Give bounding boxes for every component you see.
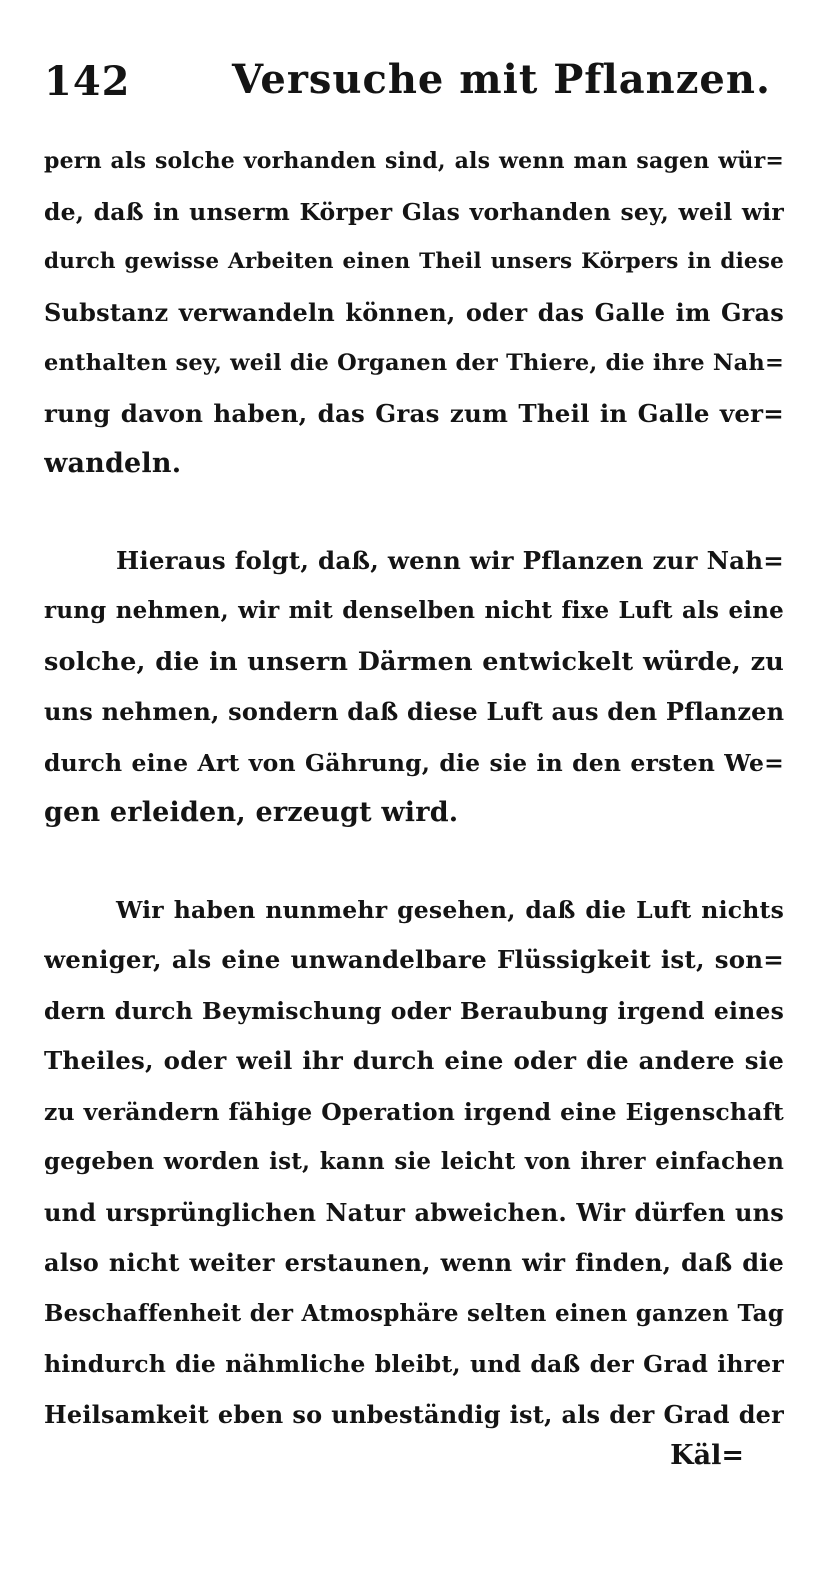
text-line: durch eine Art von Gährung, die sie in den ersten We= — [44, 748, 784, 777]
page-header — [44, 52, 784, 112]
paragraph-3 — [44, 885, 784, 1441]
text-line: Wir haben nunmehr gesehen, daß die Luft nichts — [116, 895, 784, 924]
text-line: dern durch Beymischung oder Beraubung irgend eines — [44, 996, 784, 1025]
text-line: gen erleiden, erzeugt wird. — [44, 797, 459, 828]
text-line: solche, die in unsern Därmen entwickelt würde, zu — [44, 646, 784, 677]
text-line: weniger, als eine unwandelbare Flüssigkeit ist, son= — [44, 945, 784, 974]
text-line: und ursprünglichen Natur abweichen. Wir dürfen uns — [44, 1197, 784, 1227]
text-line: durch gewisse Arbeiten einen Theil unsers Körpers in diese — [44, 249, 784, 274]
text-line: wandeln. — [44, 448, 182, 479]
catchword: Käl= — [670, 1440, 744, 1471]
paragraph-gap — [44, 839, 784, 885]
text-line: uns nehmen, sondern daß diese Luft aus den Pflanzen — [44, 697, 784, 726]
paragraph-gap — [44, 490, 784, 536]
text-line: Theiles, oder weil ihr durch eine oder die andere sie — [44, 1046, 784, 1075]
text-line: hindurch die nähmliche bleibt, und daß der Grad ihrer — [44, 1350, 784, 1378]
body-text — [44, 136, 784, 1440]
text-line: pern als solche vorhanden sind, als wenn man sagen wür= — [44, 148, 784, 174]
text-line: Substanz verwandeln können, oder das Galle im Gras — [44, 297, 784, 327]
text-line: zu verändern fähige Operation irgend eine Eigenschaft — [44, 1097, 784, 1126]
running-head: Versuche mit Pflanzen. — [232, 56, 771, 103]
text-line: de, daß in unserm Körper Glas vorhanden sey, weil wir — [44, 197, 784, 226]
text-line: enthalten sey, weil die Organen der Thiere, die ihre Nah= — [44, 350, 784, 376]
text-line: Hieraus folgt, daß, wenn wir Pflanzen zur Nah= — [116, 545, 784, 575]
text-line: rung davon haben, das Gras zum Theil in Galle ver= — [44, 398, 784, 428]
text-line: gegeben worden ist, kann sie leicht von ihrer einfachen — [44, 1148, 784, 1175]
text-line: also nicht weiter erstaunen, wenn wir finden, daß die — [44, 1248, 784, 1277]
text-line: Beschaffenheit der Atmosphäre selten einen ganzen Tag — [44, 1299, 784, 1327]
page-number: 142 — [44, 58, 131, 105]
paragraph-2 — [44, 536, 784, 839]
text-line: rung nehmen, wir mit denselben nicht fixe Luft als eine — [44, 597, 784, 624]
text-line: Heilsamkeit eben so unbeständig ist, als der Grad der — [44, 1399, 784, 1429]
paragraph-1 — [44, 136, 784, 490]
